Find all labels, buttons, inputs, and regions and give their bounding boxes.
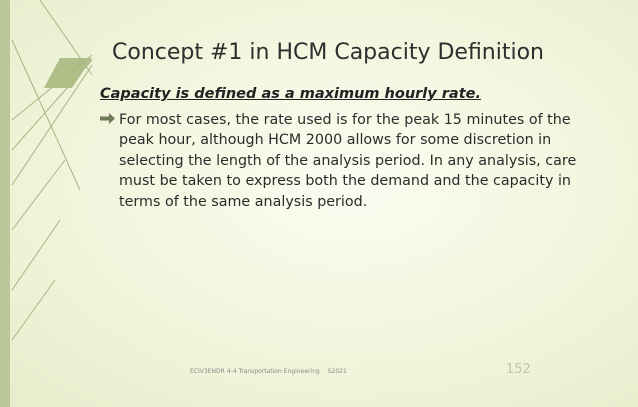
footer-course: 4-4 Transportation Engineering bbox=[226, 368, 320, 375]
arrow-bullet-icon bbox=[100, 113, 115, 124]
footer-author: ECIV3ENDR bbox=[190, 368, 225, 375]
bullet-item bbox=[100, 110, 600, 212]
bullet-text: For most cases, the rate used is for the peak 15 minutes of the peak hour, although HCM 2000 allows for some discretion in selecting the length of the analysis period. In any analysis, care must be taken to express both the demand and the capacity in terms of the same analysis period. bbox=[119, 112, 577, 210]
page-number: 152 bbox=[506, 362, 531, 377]
footer-date: S2021 bbox=[327, 368, 347, 375]
footer bbox=[190, 368, 347, 375]
slide-title: Concept #1 in HCM Capacity Definition bbox=[112, 40, 544, 65]
decorative-lines bbox=[0, 0, 100, 407]
slide-subtitle: Capacity is defined as a maximum hourly rate. bbox=[100, 86, 481, 102]
